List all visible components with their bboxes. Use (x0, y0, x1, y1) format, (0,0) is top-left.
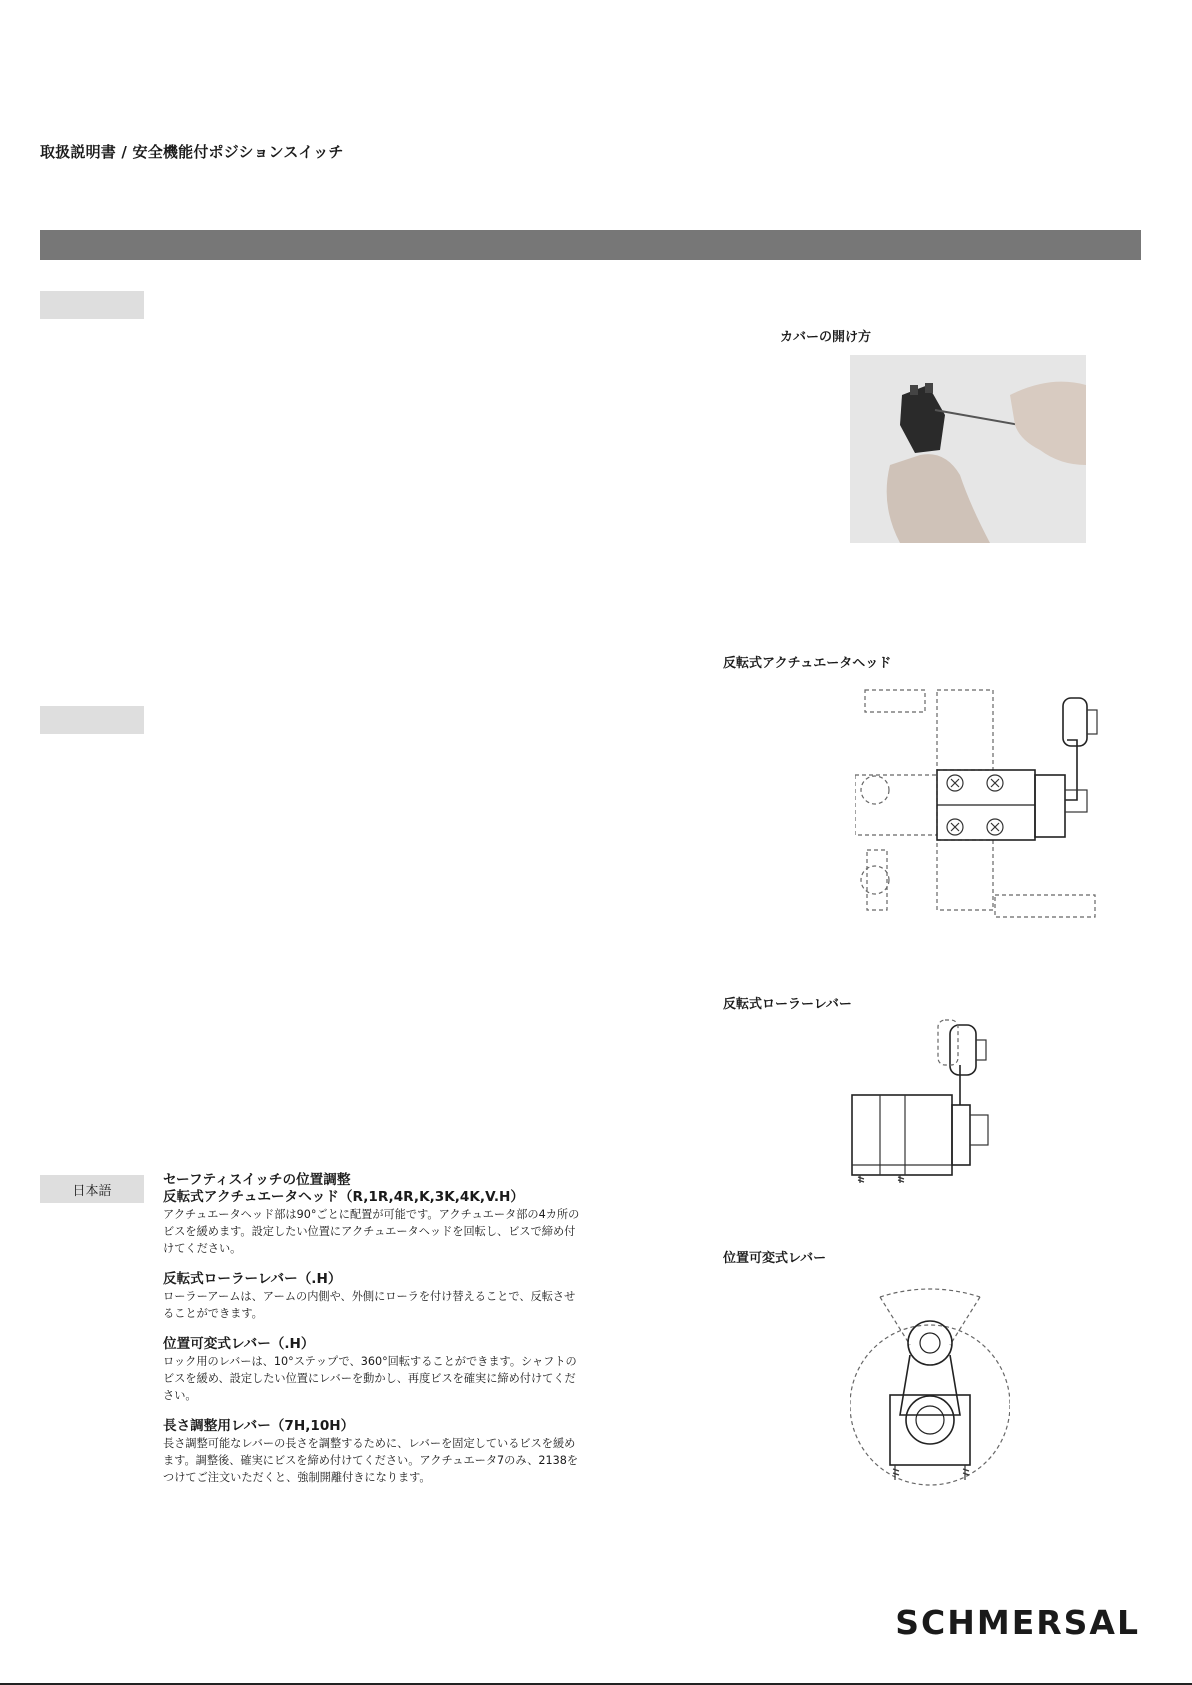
paragraph-variable-lever: ロック用のレバーは、10°ステップで、360°回転することができます。シャフトのビスを緩め、設定したい位置にレバーを動かし、再度ビスを確実に締め付けてください。 (163, 1355, 577, 1402)
heading-roller-lever: 反転式ローラーレバー（.H） (163, 1271, 342, 1287)
figure-label-cover: カバーの開け方 (780, 330, 872, 345)
schmersal-logo: SCHMERSAL (895, 1603, 1140, 1642)
cover-opening-photo (850, 355, 1086, 543)
figure-label-roller-lever: 反転式ローラーレバー (723, 997, 852, 1012)
roller-lever-drawing (850, 1015, 1010, 1185)
variable-lever-drawing (850, 1285, 1010, 1490)
main-heading-line1: セーフティスイッチの位置調整 (163, 1172, 351, 1188)
paragraph-actuator-head: アクチュエータヘッド部は90°ごとに配置が可能です。アクチュエータ部の4カ所のビスを緩めます。設定したい位置にアクチュエータヘッドを回転し、ビスで締め付けてください。 (163, 1208, 580, 1255)
actuator-head-drawing (855, 680, 1115, 940)
figure-label-actuator-head: 反転式アクチュエータヘッド (723, 656, 892, 671)
paragraph-length-lever: 長さ調整可能なレバーの長さを調整するために、レバーを固定しているビスを緩めます。調整後、確実にビスを締め付けてください。アクチュエータ7のみ、2138をつけてご注文いただくと、強制開離付きになります。 (163, 1437, 579, 1484)
section-header-band (40, 230, 1141, 260)
instruction-text-column (163, 1172, 583, 1486)
paragraph-roller-lever: ローラーアームは、アームの内側や、外側にローラを付け替えることで、反転させることができます。 (163, 1290, 576, 1320)
figure-label-variable-lever: 位置可変式レバー (723, 1251, 827, 1266)
language-tab-blank-2 (40, 706, 144, 734)
document-title: 取扱説明書 / 安全機能付ポジションスイッチ (40, 143, 344, 161)
heading-length-lever: 長さ調整用レバー（7H,10H） (163, 1418, 355, 1434)
language-tab-japanese: 日本語 (40, 1175, 144, 1203)
heading-variable-lever: 位置可変式レバー（.H） (163, 1336, 315, 1352)
main-heading-line2: 反転式アクチュエータヘッド（R,1R,4R,K,3K,4K,V.H） (163, 1189, 524, 1205)
language-tab-blank-1 (40, 291, 144, 319)
